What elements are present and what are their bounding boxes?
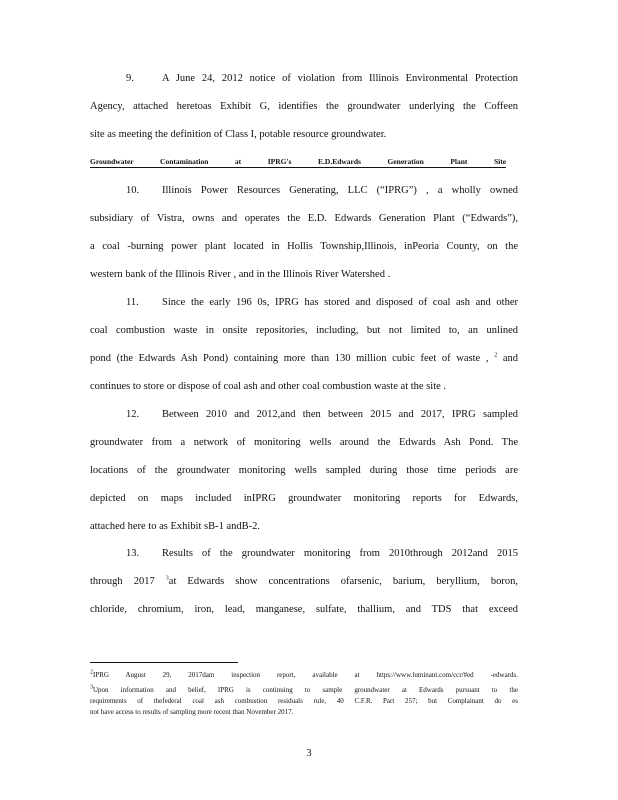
para-11-text: Since the early 196 0s, IPRG has stored and disposed of coal ash and other [162, 297, 518, 308]
heading-word: Generation [387, 157, 424, 166]
footnote-mark: 3 [90, 684, 93, 691]
para-10-text: Illinois Power Resources Generating, LLC (“IPRG”) , a wholly owned [162, 185, 518, 196]
para-11-number: 11. [126, 297, 139, 308]
para-13-text-2: through 2017 [90, 576, 155, 587]
footnote-2-text: IPRG August 29, 2017dam inspection report, available at https://www.luminant.com/ccr/#ed -edwards. [93, 671, 518, 679]
para-11-line-1 [90, 296, 518, 310]
footnote-mark: 2 [90, 669, 93, 676]
footnote-2 [90, 670, 518, 680]
para-13-tail: at Edwards show concentrations ofarsenic, barium, beryllium, boron, [168, 576, 518, 587]
para-10-number: 10. [126, 185, 140, 196]
heading-word: Contamination [160, 157, 209, 166]
para-11-line-2: coal combustion waste in onsite repositories, including, but not limited to, an unlined [90, 325, 518, 336]
footnote-3-line-2: requirements of thefederal coal ash combustion residuals rule, 40 C.F.R. Part 257; but Complainant do es [90, 697, 518, 705]
para-13-number: 13. [126, 548, 140, 559]
section-heading [90, 157, 506, 168]
para-12-line-5: attached here to as Exhibit sB-1 andB-2. [90, 521, 260, 532]
para-9-line-1 [90, 72, 518, 86]
para-12-line-1 [90, 408, 518, 422]
para-12-number: 12. [126, 409, 140, 420]
page-number: 3 [306, 748, 312, 759]
para-12-text: Between 2010 and 2012,and then between 2015 and 2017, IPRG sampled [162, 409, 518, 420]
para-10-line-2: subsidiary of Vistra, owns and operates the E.D. Edwards Generation Plant (“Edwards”), [90, 213, 518, 224]
para-12-line-3: locations of the groundwater monitoring wells sampled during those time periods are [90, 465, 518, 476]
para-13-line-3: chloride, chromium, iron, lead, manganese, sulfate, thallium, and TDS that exceed [90, 604, 518, 615]
heading-word: at [234, 157, 242, 166]
para-9-number: 9. [126, 73, 134, 84]
footnote-ref-2[interactable]: 2 [494, 352, 498, 359]
footnote-divider [90, 662, 238, 663]
para-10-line-1 [90, 184, 518, 198]
para-9-line-2: Agency, attached heretoas Exhibit G, identifies the groundwater underlying the Coffeen [90, 101, 518, 112]
heading-word: Plant [450, 157, 468, 166]
para-9-text: A June 24, 2012 notice of violation from Illinois Environmental Protection [162, 73, 518, 84]
para-13-line-2 [90, 575, 518, 589]
footnote-3-line-1 [90, 685, 518, 695]
heading-word: E.D.Edwards [318, 157, 361, 166]
para-9-line-3: site as meeting the definition of Class I, potable resource groundwater. [90, 129, 387, 140]
heading-word: IPRG's [267, 157, 292, 166]
para-12-line-4: depicted on maps included inIPRG groundwater monitoring reports for Edwards, [90, 493, 518, 504]
para-13-text: Results of the groundwater monitoring from 2010through 2012and 2015 [162, 548, 518, 559]
para-11-text-3: pond (the Edwards Ash Pond) containing more than 130 million cubic feet of waste , [90, 353, 489, 364]
para-11-tail: and [502, 353, 519, 364]
para-10-line-4: western bank of the Illinois River , and in the Illinois River Watershed . [90, 269, 391, 280]
para-13-line-1 [90, 547, 518, 561]
heading-word: Site [493, 157, 507, 166]
footnote-3-text: Upon information and belief, IPRG is continuing to sample groundwater at Edwards pursuant to the [93, 686, 518, 694]
para-12-line-2: groundwater from a network of monitoring wells around the Edwards Ash Pond. The [90, 437, 518, 448]
para-10-line-3: a coal -burning power plant located in Hollis Township,Illinois, inPeoria County, on the [90, 241, 518, 252]
para-11-line-3 [90, 352, 518, 366]
para-11-line-4: continues to store or dispose of coal ash and other coal combustion waste at the site . [90, 381, 447, 392]
heading-word: Groundwater [90, 157, 134, 166]
footnote-ref-3[interactable]: 3 [165, 575, 169, 582]
footnote-3-line-3: not have access to results of sampling more recent than November 2017. [90, 708, 294, 716]
